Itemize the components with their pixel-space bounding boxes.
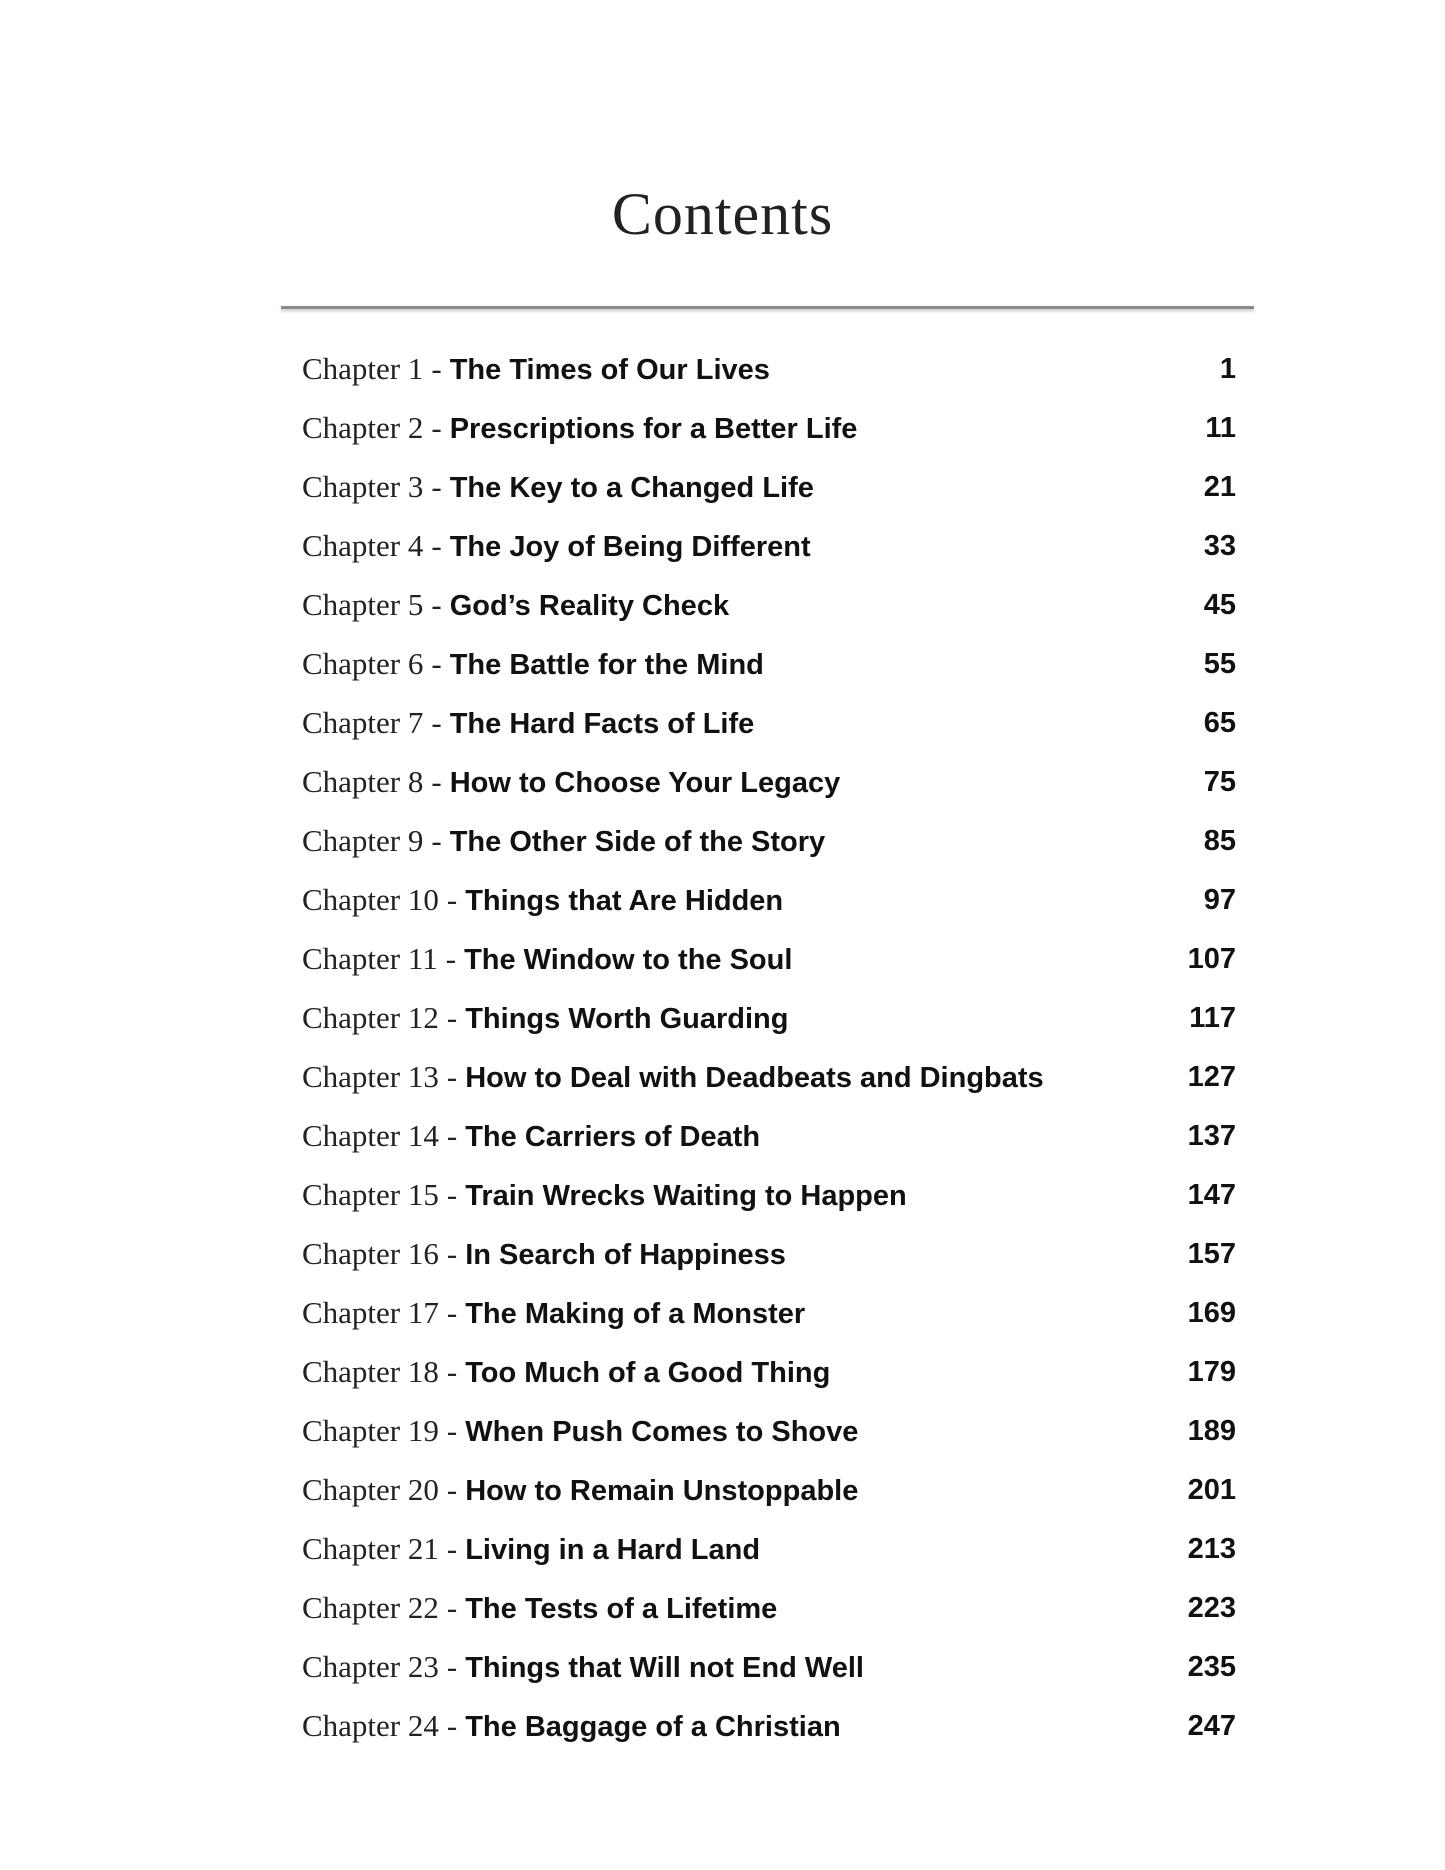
chapter-label: Chapter 9 xyxy=(302,823,424,858)
toc-entry[interactable] xyxy=(302,812,1236,871)
separator: - xyxy=(431,764,442,799)
chapter-title: The Window to the Soul xyxy=(464,944,793,976)
chapter-label: Chapter 12 xyxy=(302,1000,439,1035)
chapter-title: The Times of Our Lives xyxy=(449,354,770,386)
separator: - xyxy=(431,469,442,504)
separator: - xyxy=(446,1295,458,1330)
separator: - xyxy=(446,1708,458,1743)
chapter-label: Chapter 10 xyxy=(302,882,439,917)
chapter-title: Things that Are Hidden xyxy=(465,885,784,917)
chapter-label: Chapter 15 xyxy=(302,1177,439,1212)
separator: - xyxy=(446,882,458,917)
toc-entry[interactable] xyxy=(302,1579,1236,1638)
chapter-title: How to Deal with Deadbeats and Dingbats xyxy=(465,1062,1044,1094)
separator: - xyxy=(431,528,442,563)
separator: - xyxy=(446,1118,458,1153)
toc-entry[interactable] xyxy=(302,1225,1236,1284)
page-number: 201 xyxy=(1187,1474,1236,1506)
chapter-label: Chapter 19 xyxy=(302,1413,439,1448)
chapter-title: Train Wrecks Waiting to Happen xyxy=(465,1180,907,1212)
separator: - xyxy=(446,1177,458,1212)
toc-entry[interactable] xyxy=(302,1166,1236,1225)
page-number: 55 xyxy=(1203,648,1236,680)
chapter-label: Chapter 8 xyxy=(302,764,424,799)
page-title: Contents xyxy=(611,181,834,247)
chapter-title: The Battle for the Mind xyxy=(449,649,764,681)
separator: - xyxy=(446,1000,458,1035)
toc-entry[interactable] xyxy=(302,1638,1236,1697)
separator: - xyxy=(431,705,442,740)
toc-entry[interactable] xyxy=(302,1697,1236,1756)
separator: - xyxy=(446,1413,458,1448)
chapter-title: The Baggage of a Christian xyxy=(465,1711,841,1743)
chapter-title: How to Choose Your Legacy xyxy=(449,767,841,799)
chapter-title: The Joy of Being Different xyxy=(449,531,811,563)
chapter-label: Chapter 7 xyxy=(302,705,424,740)
page-number: 11 xyxy=(1205,412,1236,444)
toc-entry[interactable] xyxy=(302,930,1236,989)
page-number: 127 xyxy=(1187,1061,1236,1093)
chapter-label: Chapter 5 xyxy=(302,587,424,622)
toc-entry[interactable] xyxy=(302,1048,1236,1107)
separator: - xyxy=(431,410,442,445)
toc-entry[interactable] xyxy=(302,871,1236,930)
toc-entry[interactable] xyxy=(302,635,1236,694)
page-number: 147 xyxy=(1187,1179,1236,1211)
chapter-label: Chapter 23 xyxy=(302,1649,439,1684)
separator: - xyxy=(446,1236,458,1271)
chapter-label: Chapter 17 xyxy=(302,1295,439,1330)
page-number: 85 xyxy=(1203,825,1236,857)
chapter-title: The Other Side of the Story xyxy=(449,826,826,858)
chapter-title: The Hard Facts of Life xyxy=(449,708,755,740)
separator: - xyxy=(446,1354,458,1389)
chapter-title: The Making of a Monster xyxy=(465,1298,806,1330)
separator: - xyxy=(446,1472,458,1507)
toc-entry[interactable] xyxy=(302,399,1236,458)
separator: - xyxy=(431,351,442,386)
toc-entry[interactable] xyxy=(302,1343,1236,1402)
page-number: 157 xyxy=(1187,1238,1236,1270)
page-number: 33 xyxy=(1203,530,1236,562)
chapter-label: Chapter 3 xyxy=(302,469,424,504)
page-number: 117 xyxy=(1189,1002,1236,1034)
chapter-label: Chapter 2 xyxy=(302,410,424,445)
page-number: 179 xyxy=(1187,1356,1236,1388)
chapter-title: Prescriptions for a Better Life xyxy=(449,413,858,445)
page-number: 247 xyxy=(1187,1710,1236,1742)
separator: - xyxy=(431,823,442,858)
separator: - xyxy=(446,1649,458,1684)
toc-entry[interactable] xyxy=(302,1520,1236,1579)
page-number: 97 xyxy=(1203,884,1236,916)
page-number: 137 xyxy=(1187,1120,1236,1152)
toc-entry[interactable] xyxy=(302,989,1236,1048)
page-number: 169 xyxy=(1187,1297,1236,1329)
toc-entry[interactable] xyxy=(302,458,1236,517)
table-of-contents xyxy=(302,340,1236,1756)
page-number: 107 xyxy=(1187,943,1236,975)
toc-entry[interactable] xyxy=(302,340,1236,399)
page-number: 213 xyxy=(1187,1533,1236,1565)
chapter-label: Chapter 4 xyxy=(302,528,424,563)
chapter-label: Chapter 6 xyxy=(302,646,424,681)
chapter-label: Chapter 21 xyxy=(302,1531,439,1566)
page-number: 1 xyxy=(1219,353,1236,385)
separator: - xyxy=(446,1059,458,1094)
page-number: 223 xyxy=(1187,1592,1236,1624)
toc-entry[interactable] xyxy=(302,1461,1236,1520)
page-number: 45 xyxy=(1203,589,1236,621)
chapter-label: Chapter 1 xyxy=(302,351,424,386)
chapter-label: Chapter 13 xyxy=(302,1059,439,1094)
chapter-label: Chapter 22 xyxy=(302,1590,439,1625)
chapter-title: The Key to a Changed Life xyxy=(449,472,814,504)
chapter-title: Things Worth Guarding xyxy=(465,1003,789,1035)
chapter-label: Chapter 18 xyxy=(302,1354,439,1389)
chapter-title: The Carriers of Death xyxy=(465,1121,761,1153)
toc-entry[interactable] xyxy=(302,1402,1236,1461)
toc-entry[interactable] xyxy=(302,1284,1236,1343)
page-number: 75 xyxy=(1203,766,1236,798)
separator: - xyxy=(431,646,442,681)
toc-entry[interactable] xyxy=(302,694,1236,753)
separator: - xyxy=(445,941,457,976)
separator: - xyxy=(446,1531,458,1566)
chapter-title: Too Much of a Good Thing xyxy=(465,1357,831,1389)
chapter-label: Chapter 11 xyxy=(302,941,438,976)
separator: - xyxy=(431,587,442,622)
chapter-label: Chapter 24 xyxy=(302,1708,439,1743)
chapter-title: The Tests of a Lifetime xyxy=(465,1593,778,1625)
page-number: 189 xyxy=(1187,1415,1236,1447)
toc-entry[interactable] xyxy=(302,753,1236,812)
chapter-label: Chapter 14 xyxy=(302,1118,439,1153)
chapter-title: When Push Comes to Shove xyxy=(465,1416,859,1448)
page-number: 21 xyxy=(1203,471,1236,503)
chapter-title: God’s Reality Check xyxy=(449,590,730,622)
chapter-label: Chapter 20 xyxy=(302,1472,439,1507)
chapter-title: How to Remain Unstoppable xyxy=(465,1475,859,1507)
toc-entry[interactable] xyxy=(302,517,1236,576)
chapter-title: Things that Will not End Well xyxy=(465,1652,864,1684)
chapter-label: Chapter 16 xyxy=(302,1236,439,1271)
toc-entry[interactable] xyxy=(302,576,1236,635)
toc-entry[interactable] xyxy=(302,1107,1236,1166)
separator: - xyxy=(446,1590,458,1625)
page-number: 65 xyxy=(1203,707,1236,739)
chapter-title: In Search of Happiness xyxy=(465,1239,786,1271)
chapter-title: Living in a Hard Land xyxy=(465,1534,761,1566)
page-number: 235 xyxy=(1187,1651,1236,1683)
title-divider xyxy=(281,306,1254,309)
